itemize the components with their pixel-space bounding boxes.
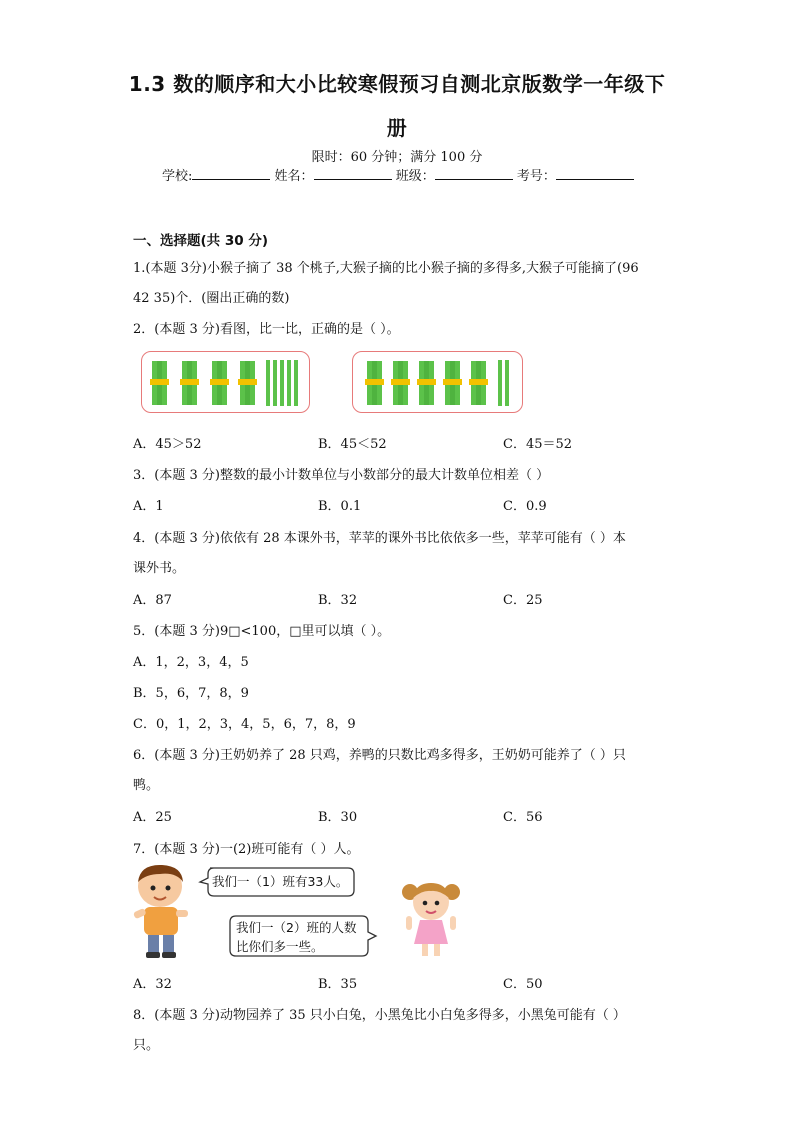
q3-option-a[interactable]: A．1: [133, 499, 164, 514]
name-label: 姓名：: [274, 169, 314, 184]
ten-bundle: [417, 361, 436, 405]
q6-option-b[interactable]: B．30: [318, 810, 358, 825]
student-info-fields: [162, 165, 634, 184]
q7-text: 7．(本题 3 分)一(2)班可能有（ ）人。: [133, 842, 360, 857]
time-score-info: 限时：60 分钟；满分 100 分: [311, 150, 483, 165]
q3-text: 3．(本题 3 分)整数的最小计数单位与小数部分的最大计数单位相差（ ）: [133, 468, 550, 483]
ten-bundle: [210, 361, 229, 405]
q1-text-line2: 42 35)个．(圈出正确的数): [133, 291, 290, 306]
ten-bundle: [443, 361, 462, 405]
q4-text-line1: 4．(本题 3 分)依依有 28 本课外书，苹苹的课外书比依依多一些，苹苹可能有（ ）本: [133, 531, 626, 546]
girl-illustration: [400, 878, 462, 960]
exam-no-blank[interactable]: [556, 167, 634, 180]
q4-text-line2: 课外书。: [133, 561, 186, 576]
school-label: 学校:: [162, 169, 193, 184]
page-title-line1: 1.3 数的顺序和大小比较寒假预习自测北京版数学一年级下: [128, 72, 666, 96]
q3-option-c[interactable]: C．0.9: [503, 499, 547, 514]
q1-text-line1: 1.(本题 3分)小猴子摘了 38 个桃子,大猴子摘的比小猴子摘的多得多,大猴子可能摘了(96: [133, 261, 639, 276]
q7-option-b[interactable]: B．35: [318, 977, 358, 992]
q6-text-line2: 鸭。: [133, 778, 160, 793]
school-blank[interactable]: [192, 167, 270, 180]
section-heading: 一、选择题(共 30 分): [133, 233, 269, 249]
q5-option-b[interactable]: B．5，6，7，8，9: [133, 686, 249, 701]
page-title-line2: 册: [386, 116, 408, 140]
q6-text-line1: 6．(本题 3 分)王奶奶养了 28 只鸡，养鸭的只数比鸡多得多，王奶奶可能养了（ ）只: [133, 748, 626, 763]
exam-no-label: 考号：: [516, 169, 556, 184]
q4-option-b[interactable]: B．32: [318, 593, 358, 608]
q2-option-a[interactable]: A．45＞52: [133, 437, 202, 452]
q8-text-line2: 只。: [133, 1038, 160, 1053]
q5-option-a[interactable]: A．1，2，3，4，5: [133, 655, 249, 670]
single-sticks: [266, 360, 298, 406]
bubble-girl-line1: 我们一（2）班的人数: [236, 920, 357, 935]
q2-option-b[interactable]: B．45＜52: [318, 437, 387, 452]
ten-bundle: [391, 361, 410, 405]
bundles-52-illustration: [353, 352, 522, 412]
q4-option-c[interactable]: C．25: [503, 593, 543, 608]
ten-bundle: [238, 361, 257, 405]
q2-image-45: [141, 351, 310, 413]
q6-option-a[interactable]: A．25: [133, 810, 172, 825]
ten-bundle: [150, 361, 169, 405]
ten-bundle: [469, 361, 488, 405]
q4-option-a[interactable]: A．87: [133, 593, 172, 608]
q5-option-c[interactable]: C．0，1，2，3，4，5，6，7，8，9: [133, 717, 356, 732]
bubble-girl-line2: 比你们多一些。: [236, 939, 324, 954]
q2-option-c[interactable]: C．45＝52: [503, 437, 573, 452]
ten-bundle: [365, 361, 384, 405]
class-blank[interactable]: [435, 167, 513, 180]
ten-bundle: [180, 361, 199, 405]
q3-option-b[interactable]: B．0.1: [318, 499, 362, 514]
single-sticks: [498, 360, 509, 406]
class-label: 班级：: [395, 169, 435, 184]
q2-image-52: [352, 351, 523, 413]
q7-option-a[interactable]: A．32: [133, 977, 172, 992]
q8-text-line1: 8．(本题 3 分)动物园养了 35 只小白兔，小黑兔比小白兔多得多，小黑兔可能有（ ）: [133, 1008, 626, 1023]
boy-illustration: [130, 862, 202, 960]
bundles-45-illustration: [142, 352, 309, 412]
q7-option-c[interactable]: C．50: [503, 977, 543, 992]
q2-text: 2．(本题 3 分)看图，比一比，正确的是（ ）。: [133, 322, 400, 337]
q6-option-c[interactable]: C．56: [503, 810, 543, 825]
bubble-boy-text: 我们一（1）班有33人。: [212, 874, 349, 889]
name-blank[interactable]: [314, 167, 392, 180]
q5-text: 5．(本题 3 分)9□<100，□里可以填（ ）。: [133, 624, 391, 639]
